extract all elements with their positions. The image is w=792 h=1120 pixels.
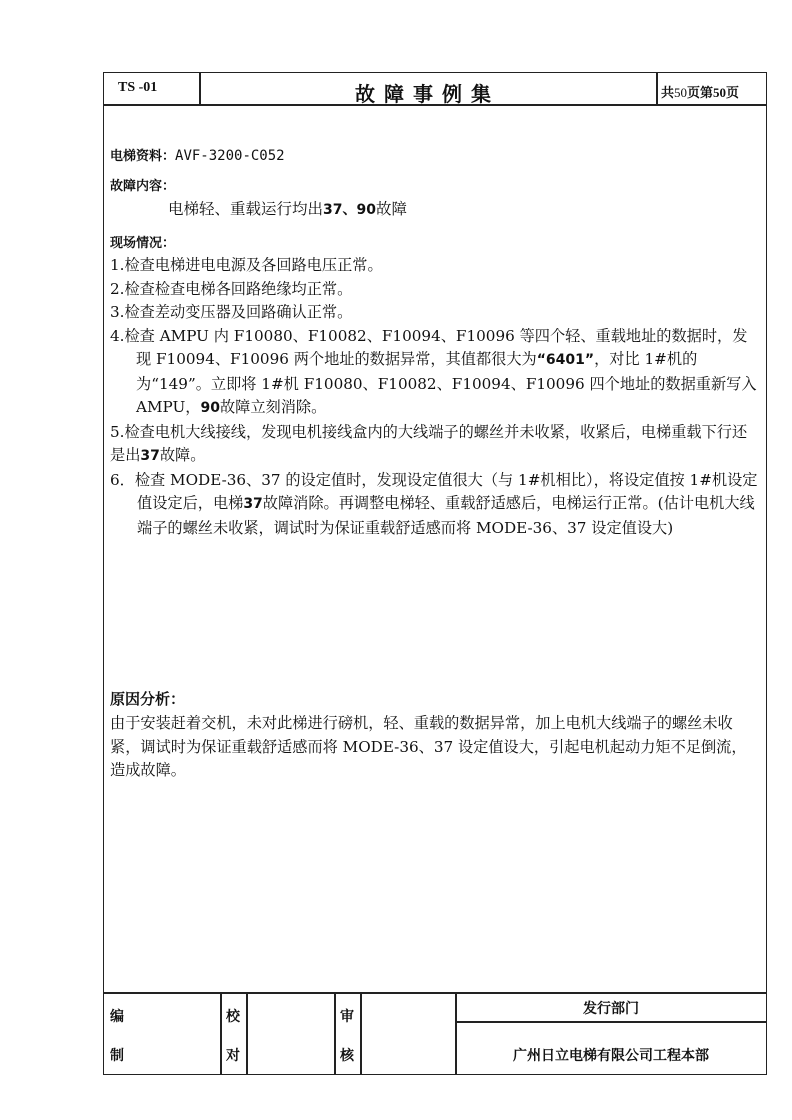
footer-dept-divider xyxy=(455,1021,767,1023)
cause-text: 由于安装赶着交机，未对此梯进行磅机，轻、重载的数据异常，加上电机大线端子的螺丝未收紧，调试时为保证重载舒适感而将 MODE-36、37 设定值设大，引起电机起动力矩不足倒流，造成故障。 xyxy=(110,714,747,779)
page-indicator: 共50页第50页 xyxy=(661,85,740,101)
fault-label: 故障内容： xyxy=(110,179,176,194)
footer-col-line-4 xyxy=(360,992,362,1075)
header-col-line-2 xyxy=(656,72,658,105)
list-item: 6．检查 MODE-36、37 的设定值时，发现设定值很大（与 1#机相比），将设定值按 1#机设定值设定后，电梯37故障消除。再调整电梯轻、重载舒适感后，电梯运行正常。(估计电机大线端子的螺丝未收紧，调试时为保证重载舒适感而将 MODE-36、37 设定值设大) xyxy=(110,470,758,537)
site-list xyxy=(110,254,758,540)
footer-zhi: 制 xyxy=(110,1048,124,1064)
footer-divider xyxy=(103,992,767,994)
list-item: 5.检查电机大线接线，发现电机接线盒内的大线端子的螺丝并未收紧，收紧后，电梯重载下行还是出37故障。 xyxy=(110,422,748,464)
list-item: 2.检查检查电梯各回路绝缘均正常。 xyxy=(110,279,353,298)
footer-he: 核 xyxy=(340,1048,354,1064)
footer-col-line-3 xyxy=(334,992,336,1075)
page-title: 故障事例集 xyxy=(355,82,500,106)
footer-col-line-1 xyxy=(220,992,222,1075)
footer-bian: 编 xyxy=(110,1009,124,1025)
fault-description: 电梯轻、重载运行均出37、90故障 xyxy=(168,200,407,218)
elevator-info-label: 电梯资料： xyxy=(110,149,176,164)
footer-dui: 对 xyxy=(226,1048,240,1064)
footer-col-line-2 xyxy=(246,992,248,1075)
elevator-info xyxy=(110,145,285,164)
doc-code: TS -01 xyxy=(118,80,158,95)
cause-label: 原因分析： xyxy=(110,690,186,708)
footer-jiao: 校 xyxy=(226,1009,240,1025)
list-item: 4.检查 AMPU 内 F10080、F10082、F10094、F10096 等四个轻、重载地址的数据时，发现 F10094、F10096 两个地址的数据异常，其值都很大为“6401”，对比 1#机的为“149”。立即将 1#机 F10080、F10082、F10094、F10096 四个地址的数据重新写入 AMPU，90故障立刻消除。 xyxy=(110,326,757,416)
dept-label: 发行部门 xyxy=(583,1001,639,1017)
list-item: 3.检查差动变压器及回路确认正常。 xyxy=(110,303,353,321)
list-item: 1.检查电梯进电电源及各回路电压正常。 xyxy=(110,256,383,274)
site-label: 现场情况： xyxy=(110,236,176,251)
dept-name: 广州日立电梯有限公司工程本部 xyxy=(513,1048,709,1064)
elevator-model: AVF-3200-C052 xyxy=(175,148,285,164)
footer-shen: 审 xyxy=(340,1009,354,1025)
